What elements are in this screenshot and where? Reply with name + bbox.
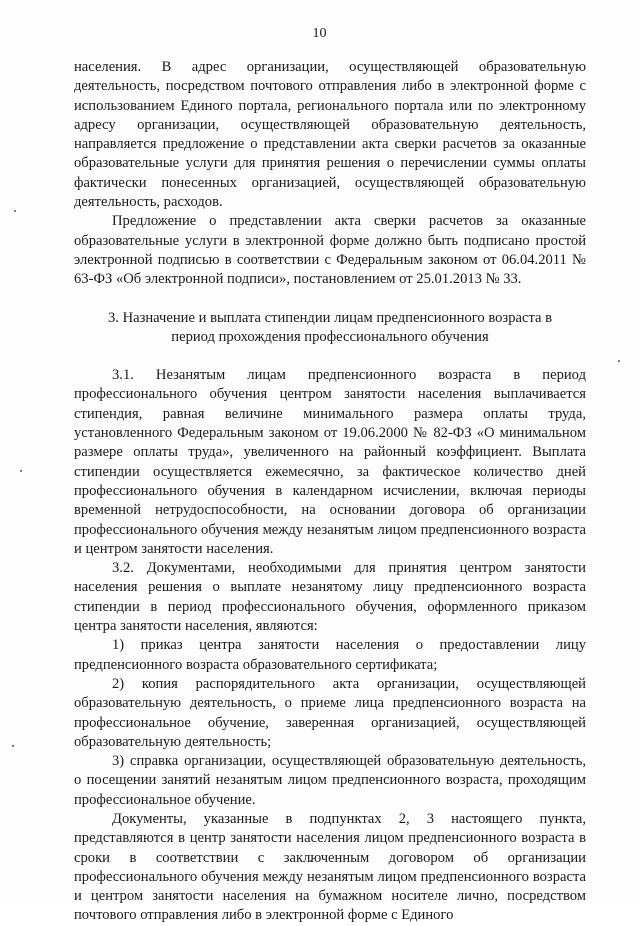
paragraph-signature: Предложение о представлении акта сверки расчетов за оказанные образовательные услуги в электронной форме должно быть подписано простой электронной подписью в соответствии с Федеральным законом от 06.04.2011 № 63-ФЗ «Об электронной подписи», постановлением от 25.01.2013 № 33. [74, 213, 586, 288]
list-item-2: 2) копия распорядительного акта организации, осуществляющей образовательную деятельность, о приеме лица предпенсионного возраста на профессиональное обучение, заверенная организацией, осуществляющей образовательную деятельность; [74, 675, 586, 750]
paragraph-3-1: 3.1. Незанятым лицам предпенсионного возраста в период профессионального обучения центром занятости населения выплачивается стипендия, равная величине минимального размера оплаты труда, установленного Федеральным законом от 19.06.2000 № 82-ФЗ «О минимальном размере оплаты труда», увеличенного на районный коэффициент. Выплата стипендии осуществляется ежемесячно, за фактическое количество дней профессионального обучения в календарном исчислении, включая периоды временной нетрудоспособности, на основании договора об организации профессионального обучения между незанятым лицом предпенсионного возраста и центром занятости населения. [74, 367, 586, 557]
list-item-1: 1) приказ центра занятости населения о предоставлении лицу предпенсионного возраста образовательного сертификата; [74, 637, 586, 673]
paragraph-3-2: 3.2. Документами, необходимыми для принятия центром занятости населения решения о выплате незанятому лицу предпенсионного возраста стипендии в период профессионального обучения, оформленного приказом центра занятости населения, являются: [74, 560, 586, 635]
list-item-3: 3) справка организации, осуществляющей образовательную деятельность, о посещении занятий незанятым лицом предпенсионного возраста, проходящим профессиональное обучение. [74, 753, 586, 808]
document-body [74, 58, 586, 926]
section-heading: 3. Назначение и выплата стипендии лицам предпенсионного возраста в период прохождения профессионального обучения [107, 309, 553, 345]
paragraph-documents: Документы, указанные в подпунктах 2, 3 настоящего пункта, представляются в центр занятости населения лицом предпенсионного возраста в сроки в соответствии с заключенным договором об организации профессионального обучения между незанятым лицом предпенсионного возраста и центром занятости населения на бумажном носителе лично, посредством почтового отправления либо в электронной форме с Единого [74, 810, 586, 924]
paragraph-continuation: населения. В адрес организации, осуществляющей образовательную деятельность, посредством почтового отправления либо в электронной форме с использованием Единого портала, регионального портала или по электронному адресу организации, осуществляющей образовательную деятельность, направляется предложение о представлении акта сверки расчетов за оказанные образовательные услуги для принятия решения о перечислении суммы оплаты фактически понесенных организацией, осуществляющей образовательную деятельность, расходов. [74, 59, 586, 211]
page-number: 10 [312, 26, 327, 41]
